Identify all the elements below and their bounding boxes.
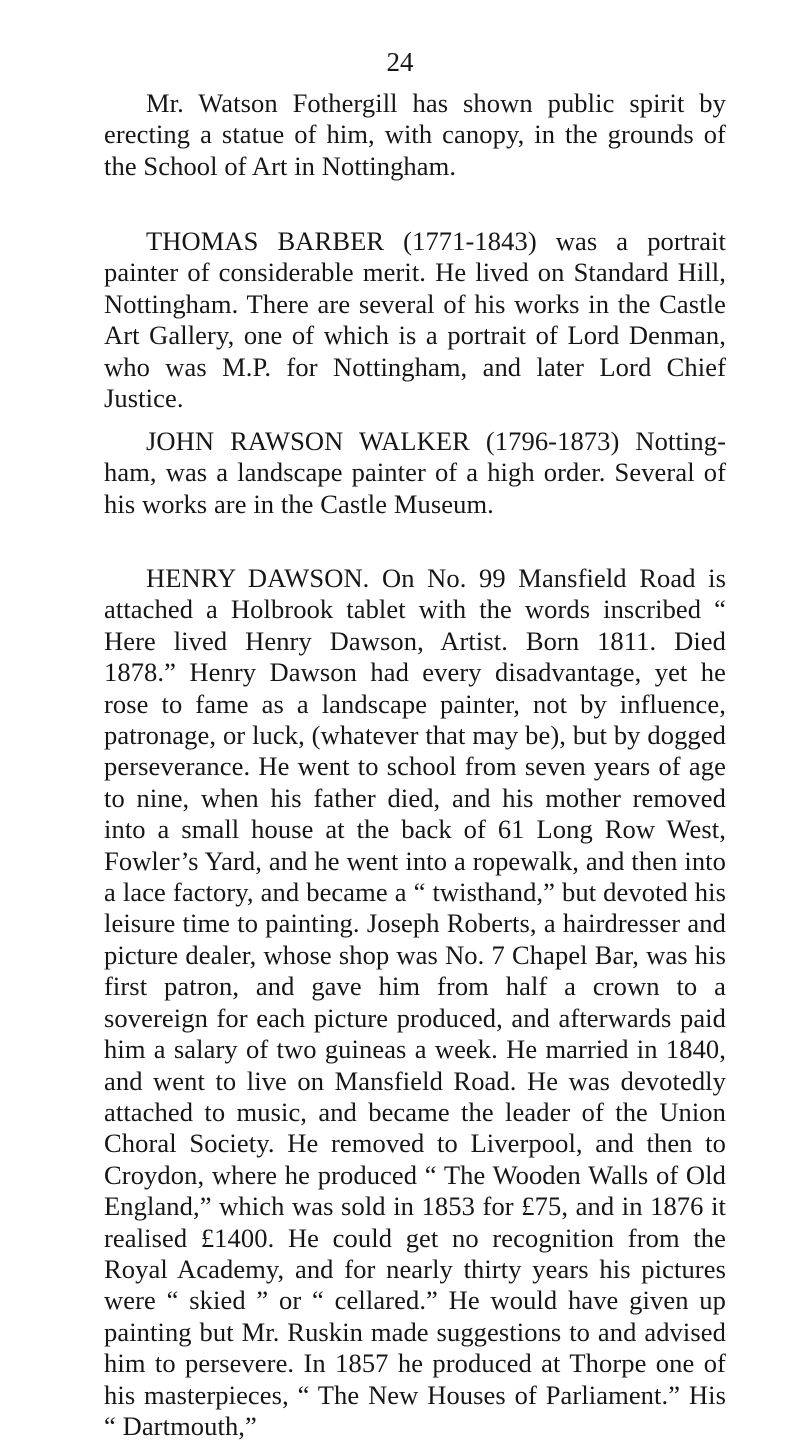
paragraph-fothergill-statue: Mr. Watson Fothergill has shown public spirit by erecting a statue of him, with canopy, in the grounds of the School of Art in Nottingham. <box>104 88 726 181</box>
paragraph-john-rawson-walker: JOHN RAWSON WALKER (1796-1873) Notting-ham, was a landscape painter of a high order. Several of his works are in the Castle Museum. <box>104 426 726 519</box>
page-number: 24 <box>386 47 414 77</box>
paragraph-henry-dawson: HENRY DAWSON. On No. 99 Mansfield Road is attached a Holbrook tablet with the words inscribed “ Here lived Henry Dawson, Artist. Born 1811. Died 1878.” Henry Dawson had every disadvantage, yet he rose to fame as a landscape painter, not by influence, patronage, or luck, (whatever that may be), but by dogged perseverance. He went to school from seven years of age to nine, when his father died, and his mother removed into a small house at the back of 61 Long Row West, Fowler’s Yard, and he went into a ropewalk, and then into a lace factory, and became a “ twisthand,” but devoted his leisure time to painting. Joseph Roberts, a hairdresser and picture dealer, whose shop was No. 7 Chapel Bar, was his first patron, and gave him from half a crown to a sovereign for each picture produced, and afterwards paid him a salary of two guineas a week. He married in 1840, and went to live on Mansfield Road. He was devotedly attached to music, and became the leader of the Union Choral Society. He removed to Liverpool, and then to Croydon, where he produced “ The Wooden Walls of Old England,” which was sold in 1853 for £75, and in 1876 it realised £1400. He could get no recognition from the Royal Academy, and for nearly thirty years his pictures were “ skied ” or “ cellared.” He would have given up painting but Mr. Ruskin made suggestions to and advised him to persevere. In 1857 he produced at Thorpe one of his masterpieces, “ The New Houses of Parliament.” His “ Dartmouth,” <box>104 563 726 1441</box>
paragraph-thomas-barber: THOMAS BARBER (1771-1843) was a portrait painter of considerable merit. He lived on Standard Hill, Nottingham. There are several of his works in the Castle Art Gallery, one of which is a portrait of Lord Denman, who was M.P. for Nottingham, and later Lord Chief Justice. <box>104 226 726 414</box>
